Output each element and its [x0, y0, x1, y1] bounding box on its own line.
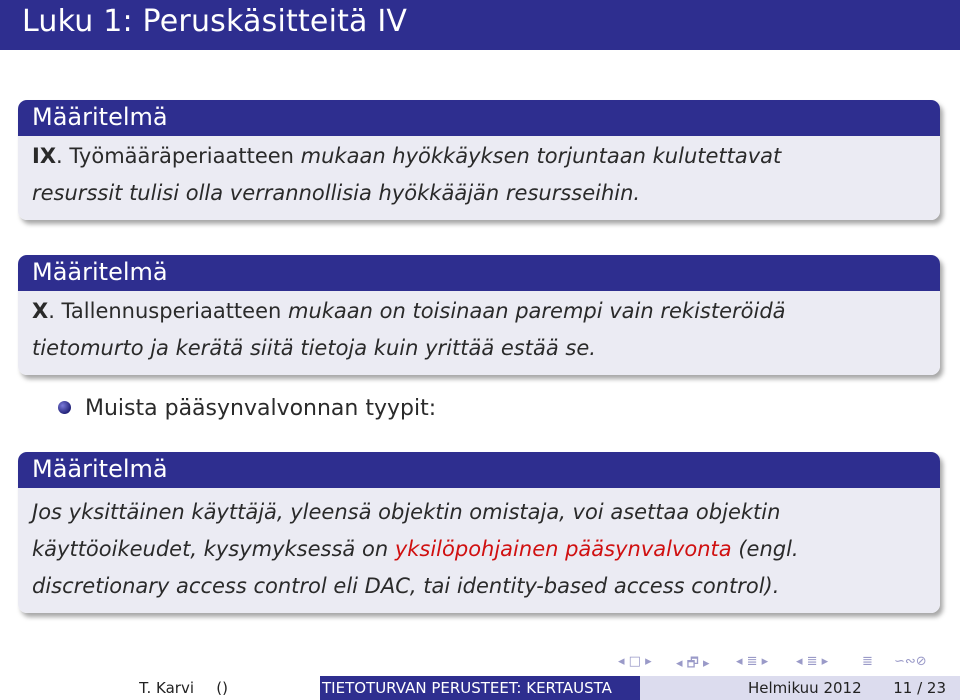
footer-author: T. Karvi [139, 679, 194, 697]
footer-author-box [0, 676, 320, 700]
nav-section-icon[interactable]: ◂ ≣ ▸ [736, 654, 769, 669]
definition-line1: Jos yksittäinen käyttäjä, yleensä objektin omistaja, voi asettaa objektin [32, 500, 781, 524]
footline [0, 676, 960, 700]
bullet-item [58, 396, 436, 421]
definition-text-line2: tietomurto ja kerätä siitä tietoja kuin yrittää estää se. [32, 336, 596, 360]
block-title: Määritelmä [18, 100, 940, 136]
nav-frame-icon[interactable]: ◂ □ ▸ [618, 654, 652, 669]
definition-number: IX [32, 144, 57, 168]
definition-line2-post: (engl. [731, 537, 799, 561]
block-body [18, 291, 940, 375]
block-body [18, 136, 940, 220]
definition-line3: discretionary access control eli DAC, tai identity-based access control). [32, 574, 780, 598]
definition-text: mukaan hyökkäyksen torjuntaan kulutettavat [300, 144, 782, 168]
definition-lead: . Työmääräperiaatteen [56, 144, 301, 168]
definition-block-dac [18, 452, 940, 613]
definition-number: X [32, 299, 49, 323]
block-line [32, 293, 926, 330]
nav-document-icon[interactable]: ◂ ≣ ▸ [796, 654, 829, 669]
footer-short-title: TIETOTURVAN PERUSTEET: KERTAUSTA [322, 679, 612, 697]
bullet-text: Muista pääsynvalvonnan tyypit: [85, 396, 437, 421]
block-body [18, 488, 940, 613]
highlighted-term: yksilöpohjainen pääsynvalvonta [394, 537, 732, 561]
footer-date: Helmikuu 2012 [748, 679, 862, 697]
block-title: Määritelmä [18, 255, 940, 291]
definition-text-line2: resurssit tulisi olla verrannollisia hyökkääjän resursseihin. [32, 181, 641, 205]
definition-line2 [32, 531, 926, 568]
definition-block-ix [18, 100, 940, 220]
definition-line2-pre: käyttöoikeudet, kysymyksessä on [32, 537, 395, 561]
definition-lead: . Tallennusperiaatteen [48, 299, 288, 323]
nav-search-back-icon[interactable]: ∽∾⊘ [894, 654, 927, 669]
nav-appendix-icon[interactable]: ≣ [862, 654, 873, 669]
definition-text: mukaan on toisinaan parempi vain rekisteröidä [287, 299, 786, 323]
footer-institute: () [216, 679, 228, 697]
frame-title-bar [0, 0, 960, 50]
frame-title: Luku 1: Peruskäsitteitä IV [22, 4, 408, 39]
block-title: Määritelmä [18, 452, 940, 488]
footer-date-box [640, 676, 960, 700]
block-line [32, 138, 926, 175]
definition-block-x [18, 255, 940, 375]
bullet-ball-icon [58, 401, 71, 414]
footer-page-number: 11 / 23 [893, 679, 946, 697]
nav-subsection-icon[interactable]: ◂ 🗗 ▸ [676, 656, 710, 671]
footer-title-box [320, 676, 640, 700]
